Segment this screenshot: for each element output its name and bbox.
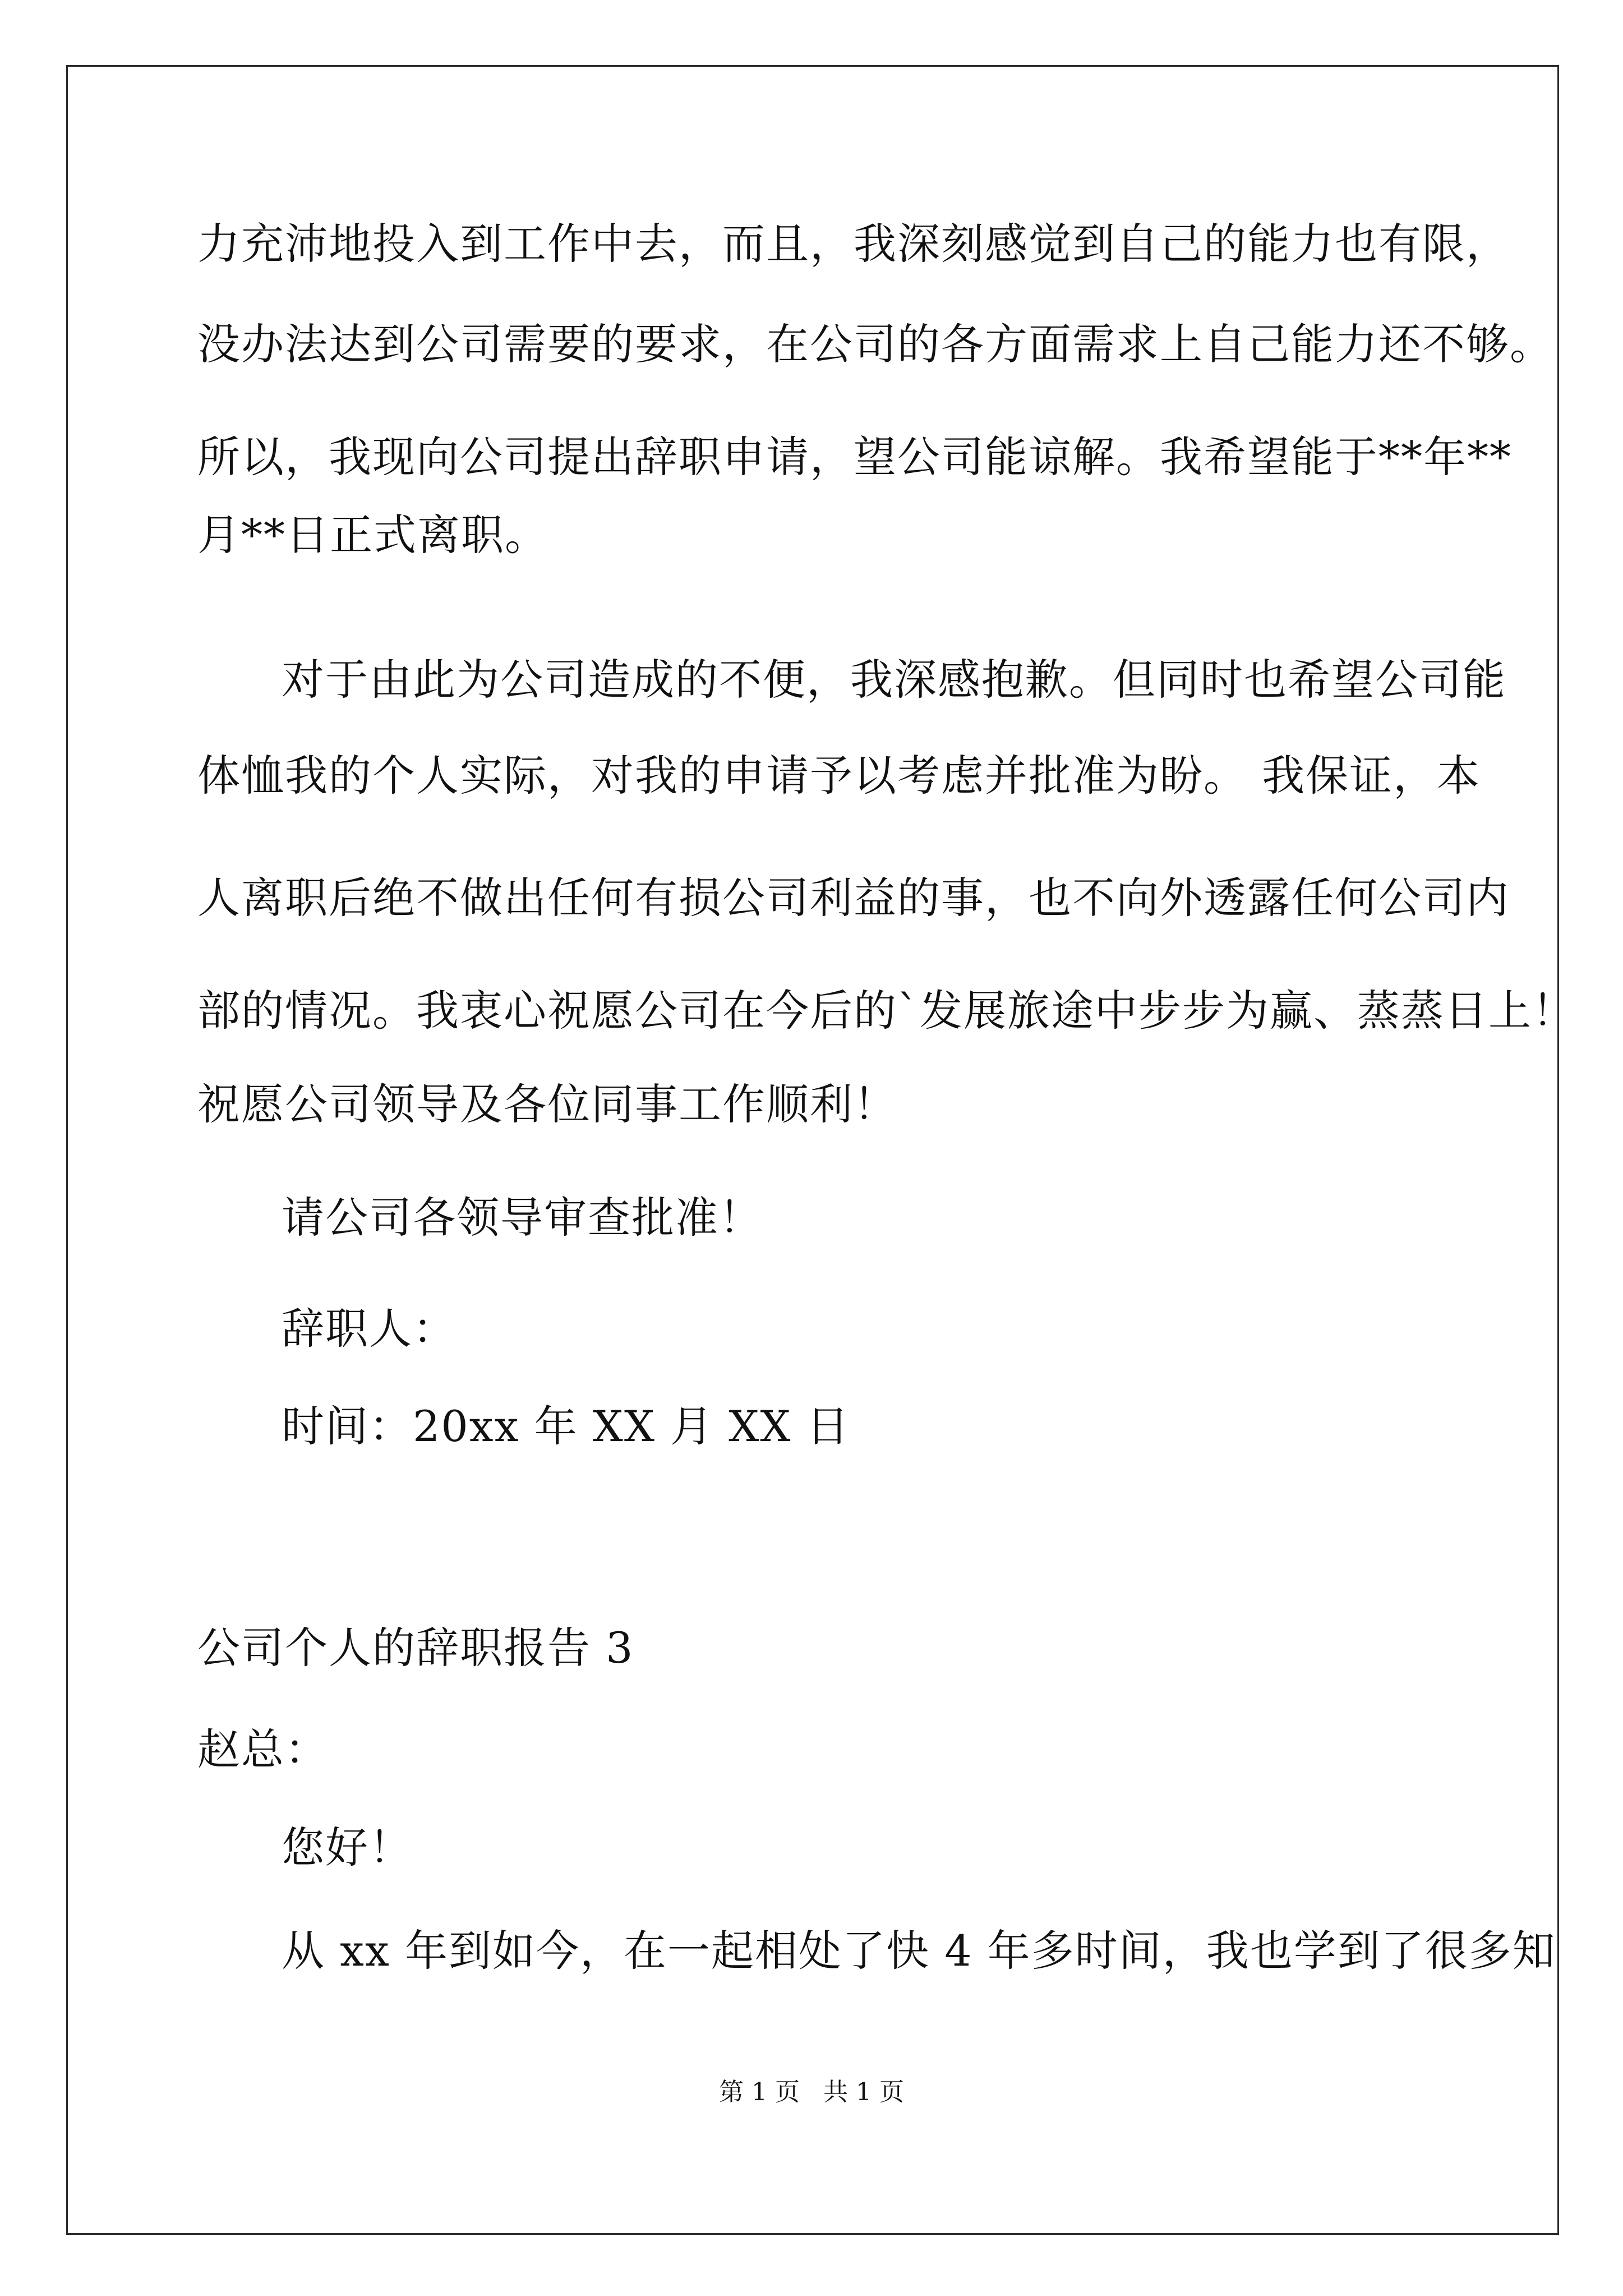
body-line-1: 力充沛地投入到工作中去，而且，我深刻感觉到自己的能力也有限， (197, 219, 1510, 269)
body-line-7: 人离职后绝不做出任何有损公司利益的事，也不向外透露任何公司内 (197, 873, 1510, 923)
body-line-final: 从 xx 年到如今，在一起相处了快 4 年多时间，我也学到了很多知 (282, 1926, 1556, 1976)
greeting: 您好！ (282, 1823, 413, 1872)
page-number-footer: 第 1 页 共 1 页 (719, 2078, 904, 2106)
date-line: 时间：20xx 年 XX 月 XX 日 (282, 1401, 850, 1451)
signatory-label: 辞职人： (282, 1304, 457, 1354)
salutation: 赵总： (197, 1724, 329, 1774)
body-line-4: 月**日正式离职。 (197, 510, 548, 560)
body-line-8: 部的情况。我衷心祝愿公司在今后的`发展旅途中步步为赢、蒸蒸日上！ (197, 986, 1576, 1036)
body-line-2: 没办法达到公司需要的要求，在公司的各方面需求上自己能力还不够。 (197, 319, 1553, 369)
body-line-9: 祝愿公司领导及各位同事工作顺利！ (197, 1079, 897, 1129)
body-line-3: 所以，我现向公司提出辞职申请，望公司能谅解。我希望能于**年** (197, 432, 1512, 482)
body-line-5: 对于由此为公司造成的不便，我深感抱歉。但同时也希望公司能 (282, 655, 1506, 705)
section-title: 公司个人的辞职报告 3 (197, 1623, 634, 1673)
page-border (66, 65, 1559, 2235)
closing-request: 请公司各领导审查批准！ (282, 1193, 763, 1243)
body-line-6: 体恤我的个人实际，对我的申请予以考虑并批准为盼。 我保证，本 (197, 751, 1481, 800)
